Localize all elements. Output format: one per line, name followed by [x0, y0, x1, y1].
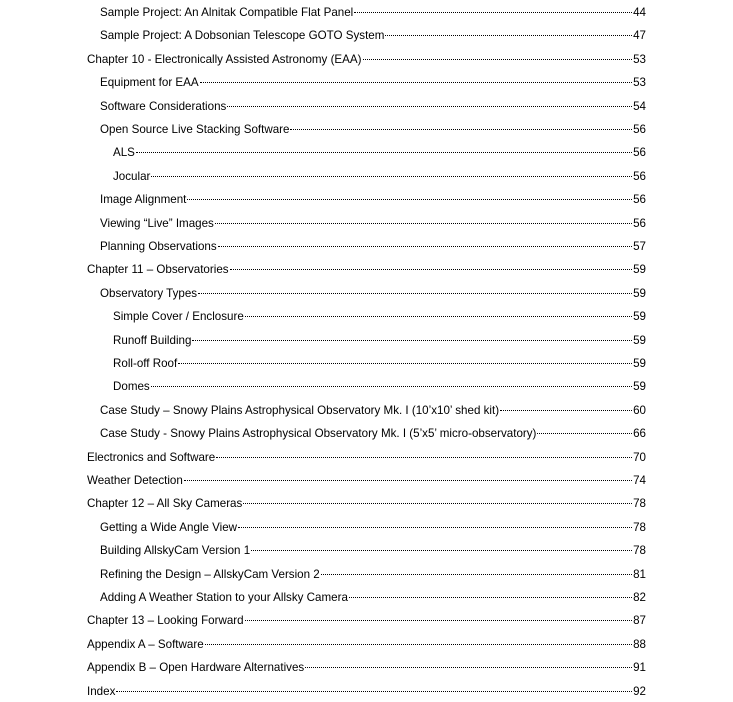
toc-entry[interactable] [100, 237, 646, 257]
toc-entry-title: Viewing “Live” Images [100, 216, 214, 230]
toc-entry[interactable] [87, 448, 646, 468]
toc-dot-leader [245, 316, 632, 317]
toc-dot-leader [215, 223, 632, 224]
toc-dot-leader [321, 574, 632, 575]
toc-entry-page-number: 59 [633, 286, 646, 300]
toc-entry-page-number: 59 [633, 380, 646, 394]
toc-dot-leader [245, 620, 632, 621]
toc-entry[interactable] [100, 518, 646, 538]
toc-entry-page-number: 56 [633, 169, 646, 183]
toc-entry-page-number: 70 [633, 450, 646, 464]
toc-entry[interactable] [100, 541, 646, 561]
toc-entry-page-number: 56 [633, 146, 646, 160]
toc-entry[interactable] [113, 377, 646, 397]
toc-entry[interactable] [113, 143, 646, 163]
toc-entry-title: Open Source Live Stacking Software [100, 123, 290, 136]
toc-dot-leader [290, 129, 632, 130]
toc-entry[interactable] [100, 565, 646, 585]
toc-entry-title: Appendix A – Software [87, 637, 204, 651]
toc-entry-title: Sample Project: A Dobsonian Telescope GOTO System [100, 29, 385, 43]
toc-entry-page-number: 92 [633, 684, 646, 698]
toc-entry-page-number: 47 [633, 29, 646, 43]
toc-dot-leader [385, 35, 632, 36]
toc-entry-title: Case Study – Snowy Plains Astrophysical Observatory Mk. I (10’x10’ shed kit) [100, 403, 500, 417]
toc-entry[interactable] [100, 97, 646, 117]
toc-entry-title: Getting a Wide Angle View [100, 520, 238, 534]
toc-entry[interactable] [87, 260, 646, 280]
toc-entry-page-number: 59 [633, 310, 646, 324]
toc-entry-page-number: 54 [633, 99, 646, 113]
toc-entry-page-number: 91 [633, 661, 646, 675]
toc-entry[interactable] [87, 682, 646, 702]
toc-entry[interactable] [100, 284, 646, 304]
toc-entry-page-number: 56 [633, 193, 646, 207]
toc-entry[interactable] [87, 50, 646, 70]
toc-dot-leader [184, 480, 632, 481]
toc-dot-leader [218, 246, 632, 247]
toc-entry-page-number: 59 [633, 263, 646, 277]
toc-entry[interactable] [113, 307, 646, 327]
toc-entry-title: Roll-off Roof [113, 357, 178, 370]
toc-dot-leader [116, 691, 632, 692]
toc-entry[interactable] [113, 331, 646, 351]
toc-entry[interactable] [113, 354, 646, 374]
toc-dot-leader [354, 12, 632, 13]
toc-dot-leader [305, 667, 632, 668]
toc-entry-page-number: 59 [633, 333, 646, 347]
toc-entry-page-number: 74 [633, 474, 646, 487]
toc-dot-leader [192, 340, 632, 341]
toc-entry-page-number: 56 [633, 216, 646, 230]
toc-entry[interactable] [100, 26, 646, 46]
toc-entry[interactable] [87, 635, 646, 655]
toc-entry[interactable] [100, 214, 646, 234]
toc-entry-page-number: 78 [633, 497, 646, 511]
toc-entry-title: Chapter 10 - Electronically Assisted Astronomy (EAA) [87, 52, 362, 66]
toc-entry[interactable] [87, 658, 646, 678]
toc-entry-title: Equipment for EAA [100, 76, 199, 90]
toc-dot-leader [187, 199, 632, 200]
toc-entry[interactable] [100, 401, 646, 421]
toc-dot-leader [151, 386, 632, 387]
toc-entry-title: Jocular [113, 169, 151, 183]
toc-entry-page-number: 60 [633, 403, 646, 417]
toc-entry[interactable] [100, 120, 646, 140]
toc-dot-leader [251, 550, 632, 551]
toc-entry-page-number: 53 [633, 76, 646, 90]
toc-entry-page-number: 82 [633, 591, 646, 604]
toc-entry-page-number: 59 [633, 357, 646, 370]
toc-entry-title: Weather Detection [87, 474, 183, 487]
toc-entry-page-number: 88 [633, 637, 646, 651]
toc-entry-title: Domes [113, 380, 150, 394]
toc-entry-title: Appendix B – Open Hardware Alternatives [87, 661, 305, 675]
toc-entry-title: Index [87, 684, 116, 698]
toc-dot-leader [238, 527, 632, 528]
toc-entry-page-number: 56 [633, 123, 646, 136]
toc-entry[interactable] [100, 588, 646, 608]
toc-entry-title: Sample Project: An Alnitak Compatible Flat Panel [100, 6, 354, 19]
toc-dot-leader [198, 293, 632, 294]
toc-entry[interactable] [113, 167, 646, 187]
toc-dot-leader [151, 176, 632, 177]
toc-entry-page-number: 57 [633, 240, 646, 253]
toc-dot-leader [136, 152, 632, 153]
toc-entry-page-number: 53 [633, 52, 646, 66]
toc-entry-page-number: 87 [633, 614, 646, 628]
toc-entry[interactable] [100, 3, 646, 23]
toc-entry-page-number: 78 [633, 544, 646, 558]
toc-dot-leader [216, 457, 632, 458]
toc-entry-title: Adding A Weather Station to your Allsky Camera [100, 591, 348, 604]
toc-dot-leader [537, 433, 632, 434]
toc-entry-title: Planning Observations [100, 240, 217, 253]
toc-entry-page-number: 44 [633, 6, 646, 19]
toc-dot-leader [178, 363, 632, 364]
toc-dot-leader [200, 82, 632, 83]
toc-entry-title: Refining the Design – AllskyCam Version 2 [100, 567, 320, 581]
toc-entry-title: Observatory Types [100, 286, 198, 300]
toc-entry-title: Chapter 12 – All Sky Cameras [87, 497, 243, 511]
toc-entry[interactable] [100, 73, 646, 93]
toc-entry-title: Case Study - Snowy Plains Astrophysical Observatory Mk. I (5’x5’ micro-observatory) [100, 427, 537, 441]
toc-entry[interactable] [100, 424, 646, 444]
toc-entry-title: Building AllskyCam Version 1 [100, 544, 251, 558]
toc-entry-title: Electronics and Software [87, 450, 216, 464]
toc-dot-leader [205, 644, 632, 645]
toc-entry-title: Simple Cover / Enclosure [113, 310, 244, 324]
toc-entry-title: Software Considerations [100, 99, 227, 113]
toc-dot-leader [243, 503, 632, 504]
toc-entry-title: Chapter 13 – Looking Forward [87, 614, 244, 628]
toc-entry[interactable] [87, 611, 646, 631]
toc-dot-leader [227, 106, 632, 107]
toc-entry-title: Runoff Building [113, 333, 192, 347]
toc-entry-title: Image Alignment [100, 193, 187, 207]
toc-entry[interactable] [87, 471, 646, 491]
toc-dot-leader [363, 59, 633, 60]
toc-dot-leader [230, 269, 633, 270]
toc-dot-leader [349, 597, 632, 598]
toc-entry-page-number: 78 [633, 520, 646, 534]
toc-entry[interactable] [87, 494, 646, 514]
toc-entry-page-number: 81 [633, 567, 646, 581]
toc-entry[interactable] [100, 190, 646, 210]
toc-entry-title: Chapter 11 – Observatories [87, 263, 229, 277]
toc-entry-title: ALS [113, 146, 135, 160]
toc-entry-page-number: 66 [633, 427, 646, 441]
toc-dot-leader [500, 410, 632, 411]
